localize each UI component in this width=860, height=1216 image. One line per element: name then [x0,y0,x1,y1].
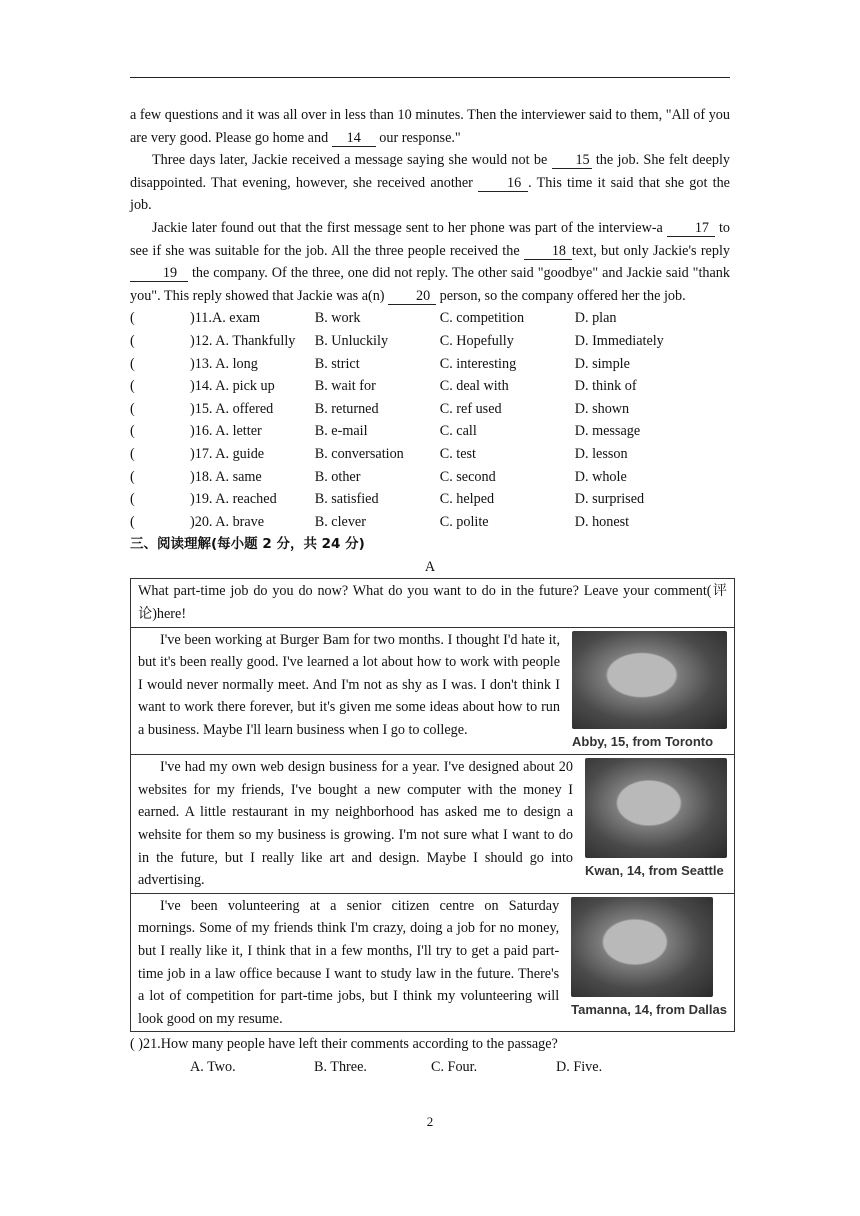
question-21-stem[interactable]: ( )21.How many people have left their comments according to the passage? [130,1036,558,1053]
part-label: A [424,558,436,575]
question-row[interactable]: ( ) 14. A. pick up B. wait for C. deal with D. think of [130,378,637,395]
question-row[interactable]: ( ) 18. A. same B. other C. second D. whole [130,468,627,485]
blank-19[interactable]: 19 [130,265,188,282]
page-number: 2 [426,1114,434,1129]
cloze-question-list [130,307,730,533]
blank-18[interactable]: 18 [524,243,572,260]
blank-20[interactable]: 20 [388,288,436,305]
page-content [130,104,730,1079]
blank-16[interactable]: 16 [478,175,528,192]
question-row[interactable]: ( ) 15. A. offered B. returned C. ref used D. shown [130,400,630,417]
passage-paragraph-1: a few questions and it was all over in less than 10 minutes. Then the interviewer said to them, "All of you are very good. Please go home and 14 our response." [130,107,730,146]
portrait-image [571,897,713,997]
photo [572,631,727,754]
comment-text: I've been working at Burger Bam for two months. I thought I'd hate it, but it's been really good. I've learned a lot about how to work with people I would never normally meet. And I'm not as shy as I was. I don't think I want to work there forever, but it's given me some ideas about how to run a business. Maybe I'll learn business when I go to college. [138,631,560,739]
blank-15[interactable]: 15 [552,152,592,169]
passage-paragraph-2: Three days later, Jackie received a message saying she would not be 15 the job. She felt deeply disappointed. That evening, however, she received another 16 . This time it said that she got the job. [130,152,731,214]
question-row[interactable]: ( ) 11.A. exam B. work C. competition D. plan [130,310,617,327]
question-row[interactable]: ( ) 19. A. reached B. satisfied C. helped D. surprised [130,491,645,508]
photo [571,897,727,1022]
photo [585,758,727,883]
photo-caption: Tamanna, 14, from Dallas [571,1001,727,1017]
question-row[interactable]: ( ) 16. A. letter B. e-mail C. call D. message [130,423,641,440]
section-heading: 三、阅读理解(每小题 2 分，共 24 分) [130,536,365,553]
option-a[interactable]: A. Two. [190,1058,236,1075]
option-d[interactable]: D. Five. [556,1058,603,1075]
question-row[interactable]: ( ) 13. A. long B. strict C. interesting D. simple [130,355,630,372]
blank-17[interactable]: 17 [667,220,715,237]
option-c[interactable]: C. Four. [431,1058,478,1075]
blank-14[interactable]: 14 [332,130,376,147]
photo-caption: Kwan, 14, from Seattle [585,863,724,879]
comment-text: I've been volunteering at a senior citizen centre on Saturday mornings. Some of my friends think I'm crazy, doing a job for no money, but I really like it, I think that in a few months, I'll try to get a paid part-time job in a law office because I want to study law in the future. There's a lot of competition for part-time jobs, but I think my volunteering will look good on my resume. [138,897,560,1027]
portrait-image [572,631,727,729]
comment-cell [131,893,735,1032]
question-row[interactable]: ( ) 12. A. Thankfully B. Unluckily C. Hopefully D. Immediately [130,332,664,349]
comment-cell [131,755,735,894]
photo-caption: Abby, 15, from Toronto [572,733,714,749]
question-row[interactable]: ( ) 20. A. brave B. clever C. polite D. honest [130,513,630,530]
comment-text: I've had my own web design business for a year. I've designed about 20 websites for my friends, I've bought a new computer with the money I earned. A little restaurant in my neighborhood has asked me to design a wehsite for them so my business is growing. I'm not sure what I want to do in the future, but I really like art and design. Maybe I should go into advertising. [138,759,573,889]
comments-table [130,578,735,1032]
comment-cell [131,627,735,755]
option-b[interactable]: B. Three. [314,1058,367,1075]
header-rule [130,77,730,78]
question-21-options [130,1056,730,1079]
question-row[interactable]: ( ) 17. A. guide B. conversation C. test D. lesson [130,445,628,462]
portrait-image [585,758,727,858]
comments-prompt: What part-time job do you do now? What do you want to do in the future? Leave your comment(评论)here! [131,579,735,627]
passage-paragraph-3: Jackie later found out that the first message sent to her phone was part of the interview-a 17 to see if she was suitable for the job. All the three people received the 18 text, but only Jackie's reply 19 the company. Of the three, one did not reply. The other said "goodbye" and Jackie said "thank you". This reply showed that Jackie was a(n) 20 person, so the company offered her the job. [130,219,730,304]
